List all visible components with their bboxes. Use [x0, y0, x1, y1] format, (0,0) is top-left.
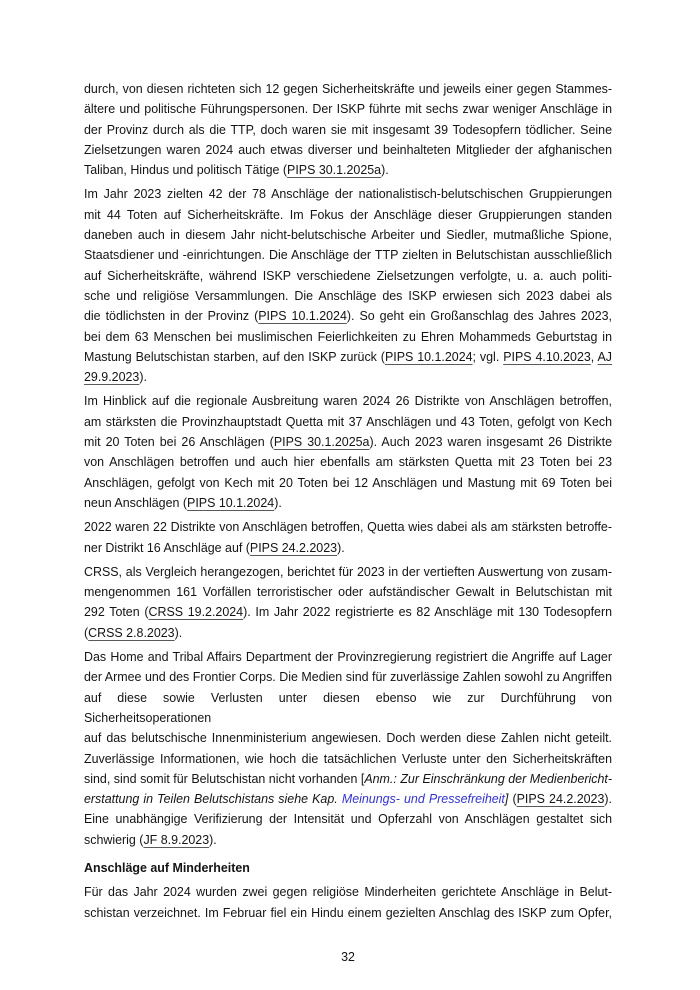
- text-run: ).: [139, 370, 147, 385]
- text-line: [84, 903, 612, 923]
- text-run: daneben auch in diesem Jahr nicht-belutschische Arbeiter und Siedler, mutmaßliche Spione,: [84, 228, 612, 243]
- text-run: ).: [381, 163, 389, 178]
- paragraph: [84, 647, 612, 850]
- text-run: ).: [604, 792, 612, 807]
- text-run: ältere und politische Führungspersonen. Der ISKP führte mit sechs zwar weniger Anschläge in: [84, 102, 612, 117]
- text-run: am stärksten die Provinzhauptstadt Quetta mit 37 Anschlägen und 43 Toten, gefolgt von Kech: [84, 414, 612, 429]
- page-body: [84, 79, 612, 923]
- text-line: [84, 99, 612, 119]
- text-line: [84, 728, 612, 748]
- text-run: Das Home and Tribal Affairs Department der Provinzregierung registriert die Angriffe auf Lager: [84, 650, 612, 665]
- citation-link[interactable]: AJ: [597, 349, 612, 364]
- text-run: ).: [209, 832, 217, 847]
- text-line: [84, 688, 612, 729]
- text-line: [84, 245, 612, 265]
- text-run: sche und religiöse Versammlungen. Die Anschläge des ISKP erwiesen sich 2023 dabei als: [84, 288, 612, 303]
- text-line: [84, 667, 612, 687]
- citation-link[interactable]: PIPS 10.1.2024: [187, 495, 275, 510]
- annotation-italic: erstattung in Teilen Belutschistans siehe Kap.: [84, 792, 342, 807]
- text-line: [84, 830, 612, 850]
- paragraph: [84, 562, 612, 643]
- text-run: 2022 waren 22 Distrikte von Anschlägen betroffen, Quetta wies dabei als am stärksten betroffe-: [84, 520, 612, 535]
- text-line: [84, 789, 612, 809]
- text-line: [84, 809, 612, 829]
- text-run: sind, sind somit für Belutschistan nicht vorhanden [: [84, 771, 365, 786]
- page-footer: [84, 947, 612, 967]
- text-run: schistan verzeichnet. Im Februar fiel ein Hindu einem gezielten Anschlag des ISKP zum Opfer,: [84, 905, 612, 920]
- text-line: [84, 184, 612, 204]
- text-line: [84, 286, 612, 306]
- text-run: ).: [337, 540, 345, 555]
- text-run: schwierig (: [84, 832, 144, 847]
- text-line: [84, 79, 612, 99]
- text-line: [84, 140, 612, 160]
- text-line: [84, 623, 612, 643]
- citation-link[interactable]: 29.9.2023: [84, 370, 140, 385]
- text-line: [84, 432, 612, 452]
- text-run: Staatsdiener und -einrichtungen. Die Anschläge der TTP zielten in Belutschistan ausschließlich: [84, 248, 612, 263]
- citation-link[interactable]: PIPS 30.1.2025a: [287, 163, 382, 178]
- text-line: [84, 749, 612, 769]
- text-line: [84, 225, 612, 245]
- text-line: [84, 882, 612, 902]
- text-run: mit 44 Toten auf Sicherheitskräfte. Im Fokus der Anschläge dieser Gruppierungen standen: [84, 207, 612, 222]
- text-run: bei dem 63 Menschen bei muslimischen Feierlichkeiten zu Ehren Mohammeds Geburtstag in: [84, 329, 612, 344]
- citation-link[interactable]: JF 8.9.2023: [143, 832, 210, 847]
- text-line: [84, 582, 612, 602]
- text-line: [84, 562, 612, 582]
- text-line: [84, 452, 612, 472]
- citation-link[interactable]: PIPS 24.2.2023: [249, 540, 338, 555]
- text-line: [84, 647, 612, 667]
- chapter-link[interactable]: Meinungs- und Pressefreiheit: [341, 792, 505, 807]
- citation-link[interactable]: PIPS 30.1.2025a: [273, 435, 370, 450]
- text-run: Für das Jahr 2024 wurden zwei gegen religiöse Minderheiten gerichtete Anschläge in Belut-: [84, 885, 612, 900]
- text-run: von Anschlägen betroffen und auch hier ebenfalls am stärksten Quetta mit 23 Toten bei 23: [84, 455, 612, 470]
- paragraph: [84, 391, 612, 513]
- text-line: [84, 266, 612, 286]
- text-run: ner Distrikt 16 Anschläge auf (: [84, 540, 250, 555]
- text-line: [84, 493, 612, 513]
- text-run: der Provinz durch als die TTP, doch waren sie mit insgesamt 39 Todesopfern tödlicher. Seine: [84, 122, 612, 137]
- text-line: [84, 347, 612, 367]
- annotation-italic: ]: [504, 792, 509, 807]
- text-run: die tödlichsten in der Provinz (: [84, 309, 259, 324]
- paragraph: [84, 184, 612, 387]
- citation-link[interactable]: PIPS 10.1.2024: [258, 309, 347, 324]
- text-run: ). Auch 2023 waren insgesamt 26 Distrikte: [369, 435, 613, 450]
- text-run: Zuverlässige Informationen, wie hoch die tatsächlichen Verluste unter den Sicherheitskräften: [84, 751, 612, 766]
- text-line: [84, 602, 612, 622]
- text-run: ).: [274, 495, 282, 510]
- citation-link[interactable]: PIPS 4.10.2023: [503, 349, 591, 364]
- section-heading: Anschläge auf Minderheiten: [84, 860, 250, 875]
- citation-link[interactable]: PIPS 24.2.2023: [516, 792, 605, 807]
- text-run: ,: [590, 349, 598, 364]
- text-line: [84, 391, 612, 411]
- text-run: ). So geht ein Großanschlag des Jahres 2023,: [346, 309, 612, 324]
- text-run: ).: [174, 625, 183, 640]
- text-run: Im Jahr 2023 zielten 42 der 78 Anschläge der nationalistisch-belutschischen Gruppierungen: [84, 187, 612, 202]
- text-run: mengenommen 161 Vorfällen terroristischer oder aufständischer Gewalt in Belutschistan mit: [84, 585, 612, 600]
- text-run: auf Sicherheitskräfte, während ISKP verschiedene Zielsetzungen verfolgte, u. a. auch politi-: [84, 268, 612, 283]
- text-run: Im Hinblick auf die regionale Ausbreitung waren 2024 26 Distrikte von Anschlägen betroffen,: [84, 394, 612, 409]
- text-line: [84, 327, 612, 347]
- text-run: Mastung Belutschistan starben, auf den ISKP zurück (: [84, 349, 385, 364]
- citation-link[interactable]: CRSS 2.8.2023: [88, 625, 175, 640]
- text-run: Taliban, Hindus und politisch Tätige (: [84, 163, 288, 178]
- text-run: ). Im Jahr 2022 registrierte es 82 Anschläge mit 130 Todesopfern: [243, 605, 613, 620]
- text-line: [84, 769, 612, 789]
- text-line: [84, 412, 612, 432]
- paragraph: [84, 882, 612, 923]
- text-line: [84, 205, 612, 225]
- text-run: auf das belutschische Innenministerium angewiesen. Doch werden diese Zahlen nicht geteilt.: [84, 731, 612, 746]
- annotation-italic: Anm.: Zur Einschränkung der Medienbericht-: [364, 771, 612, 786]
- text-run: Zielsetzungen waren 2024 auch etwas diverser und beinhalteten Mitglieder der afghanischen: [84, 142, 612, 157]
- citation-link[interactable]: CRSS 19.2.2024: [148, 605, 244, 620]
- text-run: (: [508, 792, 517, 807]
- text-run: Anschlägen, gefolgt von Kech mit 20 Toten bei 12 Anschlägen und Mastung mit 69 Toten bei: [84, 475, 612, 490]
- text-run: durch, von diesen richteten sich 12 gegen Sicherheitskräfte und jeweils einer gegen Stammes-: [84, 82, 612, 96]
- text-run: Eine unabhängige Verifizierung der Intensität und Opferzahl von Anschlägen gestaltet sich: [84, 812, 612, 827]
- paragraph: [84, 79, 612, 180]
- text-run: auf diese sowie Verlusten unter diesen ebenso wie zur Durchführung von Sicherheitsoperationen: [84, 690, 612, 725]
- text-run: (: [84, 625, 89, 640]
- citation-link[interactable]: PIPS 10.1.2024: [384, 349, 473, 364]
- text-run: mit 20 Toten bei 26 Anschlägen (: [84, 435, 274, 450]
- text-line: [84, 473, 612, 493]
- page-number: 32: [341, 949, 355, 964]
- paragraph: [84, 517, 612, 558]
- text-run: 292 Toten (: [84, 605, 149, 620]
- text-run: neun Anschlägen (: [84, 495, 188, 510]
- text-line: [84, 517, 612, 537]
- text-line: [84, 538, 612, 558]
- text-line: [84, 306, 612, 326]
- text-run: CRSS, als Vergleich herangezogen, berichtet für 2023 in der vertieften Auswertung von zusam-: [84, 564, 612, 579]
- text-line: [84, 367, 612, 387]
- text-run: ; vgl.: [472, 349, 504, 364]
- text-line: [84, 120, 612, 140]
- text-line: [84, 160, 612, 180]
- text-run: der Armee und des Frontier Corps. Die Medien sind für zuverlässige Zahlen sowohl zu Angriffen: [84, 670, 612, 685]
